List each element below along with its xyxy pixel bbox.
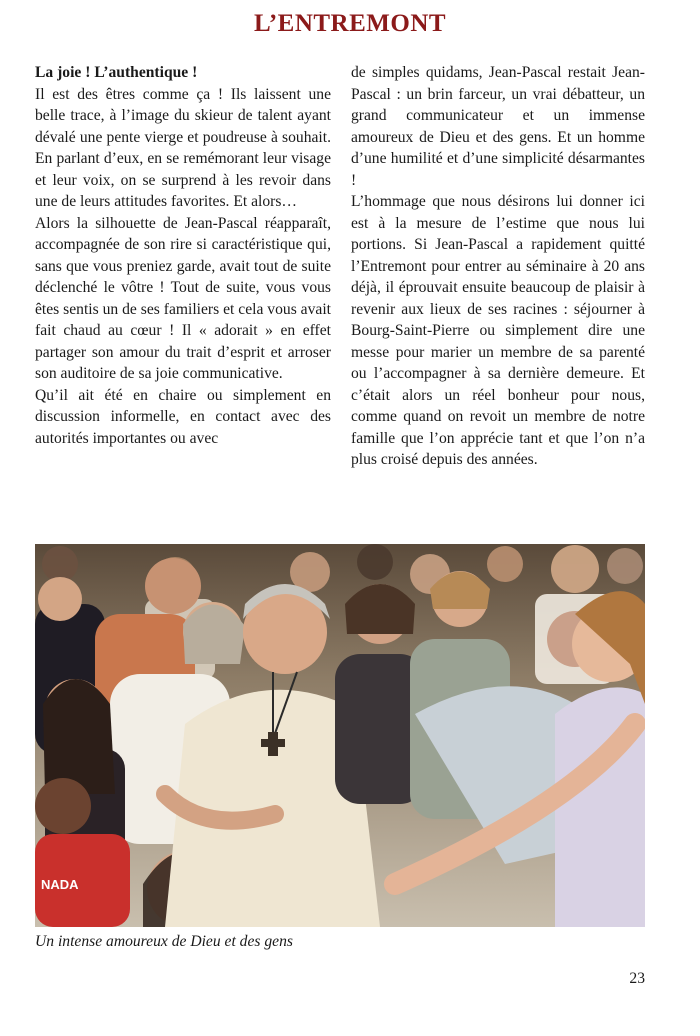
article-paragraph: Alors la silhouette de Jean-Pascal réapparaît, accompagnée de son rire si caractéristique qui, sans que vous preniez garde, avait tout de suite déclenché le vôtre ! Tout de suite, vous vous êtes sentis un de ses familiers et cela vous avait fait chaud au cœur ! Il « adorait » en effet partager son amour du trait d’esprit et arroser son auditoire de sa joie communicative.	[35, 214, 331, 382]
crowd-photo	[35, 544, 645, 927]
page-number: 23	[629, 970, 645, 987]
article-paragraph: Qu’il ait été en chaire ou simplement en discussion informelle, en contact avec des autorités importantes ou avec	[35, 386, 331, 447]
article-paragraph: Il est des êtres comme ça ! Ils laissent une belle trace, à l’image du skieur de talent ayant dévalé une pente vierge et poudreuse à souhait. En parlant d’eux, en se remémorant leur visage et leur voix, on se surprend à les revoir dans une de leurs attitudes favorites. Et alors…	[35, 85, 331, 210]
article-column-left	[35, 62, 331, 449]
page-header-title: L’ENTREMONT	[253, 10, 447, 37]
photo-caption: Un intense amoureux de Dieu et des gens	[35, 933, 293, 950]
article-paragraph: L’hommage que nous désirons lui donner ici est à la mesure de l’estime que nous lui portions. Si Jean-Pascal a rapidement quitté l’Entremont pour entrer au séminaire à 20 ans déjà, il éprouvait ensuite beaucoup de plaisir à revenir aux lieux de ses racines : séjourner à Bourg-Saint-Pierre ou simplement dire une messe pour marier un membre de sa parenté ou l’accompagner à sa dernière demeure. Et c’était alors un réel bonheur pour nous, comme quand on revoit un membre de notre famille que l’on apprécie tant et que l’on n’a plus croisé depuis des années.	[351, 193, 645, 468]
article-paragraph: de simples quidams, Jean-Pascal restait Jean-Pascal : un brin farceur, un vrai débatteur, un grand communicateur et un immense amoureux de Dieu et des gens. Et un homme d’une humilité et d’une simplicité désarmantes !	[351, 64, 645, 189]
section-title: La joie ! L’authentique !	[35, 64, 198, 81]
shirt-text: NADA	[41, 877, 79, 892]
article-column-right	[351, 62, 645, 471]
